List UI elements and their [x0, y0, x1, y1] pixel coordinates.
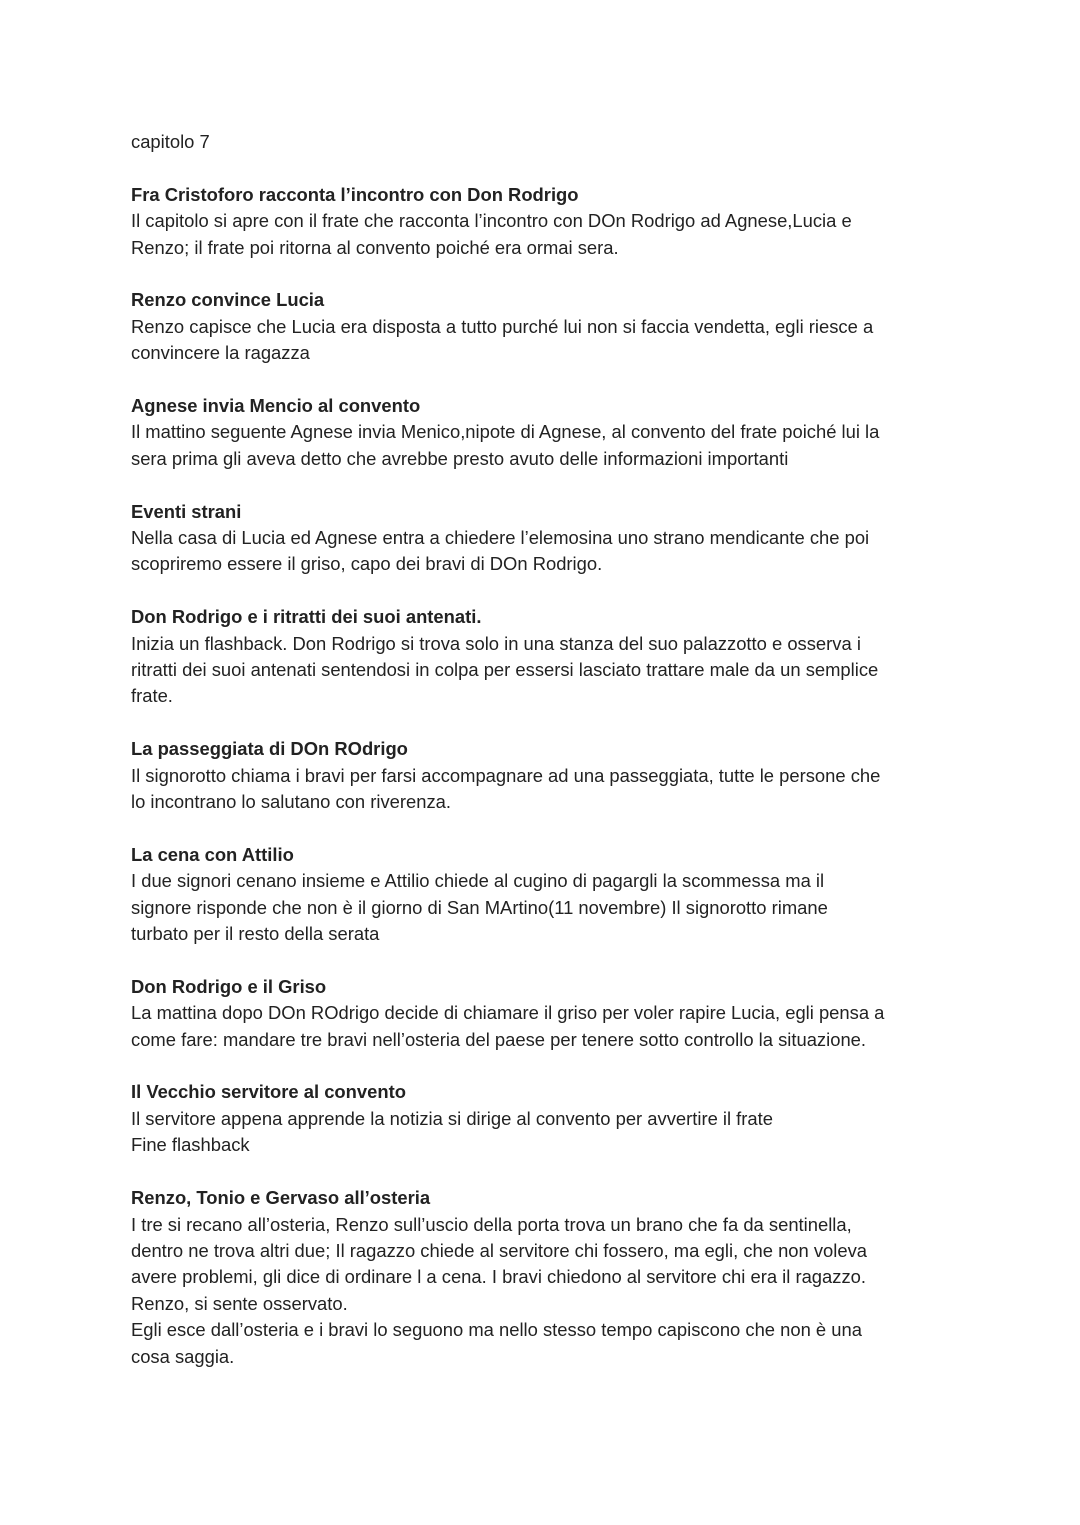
section-text-line: Egli esce dall’osteria e i bravi lo seguono ma nello stesso tempo capiscono che non è una [131, 1319, 862, 1341]
chapter-title: capitolo 7 [131, 131, 210, 152]
section-heading: Eventi strani [131, 500, 242, 522]
section [131, 604, 961, 710]
section [131, 974, 961, 1053]
section-text-line: Nella casa di Lucia ed Agnese entra a chiedere l’elemosina uno strano mendicante che poi [131, 527, 870, 549]
section-text-line: Renzo, si sente osservato. [131, 1292, 348, 1314]
section-text-line: Il capitolo si apre con il frate che racconta l’incontro con DOn Rodrigo ad Agnese,Lucia e [131, 210, 852, 232]
section [131, 842, 961, 948]
section-text-line: convincere la ragazza [131, 342, 310, 364]
section [131, 1185, 961, 1370]
section [131, 736, 961, 815]
sections-container [131, 182, 961, 1370]
section [131, 393, 961, 472]
section-text-line: ritratti dei suoi antenati sentendosi in colpa per essersi lasciato trattare male da un semplice [131, 659, 879, 681]
section [131, 182, 961, 261]
section-text-line: Renzo capisce che Lucia era disposta a tutto purché lui non si faccia vendetta, egli riesce a [131, 315, 874, 337]
section [131, 287, 961, 366]
section-text-line: sera prima gli aveva detto che avrebbe presto avuto delle informazioni importanti [131, 447, 789, 469]
section-heading: Renzo convince Lucia [131, 289, 325, 311]
section-heading: Renzo, Tonio e Gervaso all’osteria [131, 1187, 431, 1209]
section-heading: Don Rodrigo e i ritratti dei suoi antenati. [131, 606, 482, 628]
section-heading: La cena con Attilio [131, 843, 294, 865]
document-page [131, 129, 961, 1396]
section-text-line: Il mattino seguente Agnese invia Menico,nipote di Agnese, al convento del frate poiché lui la [131, 421, 880, 443]
section-text-line: turbato per il resto della serata [131, 923, 380, 945]
section-heading: La passeggiata di DOn ROdrigo [131, 738, 408, 760]
section-heading: Il Vecchio servitore al convento [131, 1081, 406, 1103]
section-text-line: I due signori cenano insieme e Attilio chiede al cugino di pagargli la scommessa ma il [131, 870, 825, 892]
section-text-line: dentro ne trova altri due; Il ragazzo chiede al servitore chi fossero, ma egli, che non voleva [131, 1239, 868, 1261]
section-text-line: Renzo; il frate poi ritorna al convento poiché era ormai sera. [131, 236, 619, 258]
section [131, 499, 961, 578]
section-text-line: La mattina dopo DOn ROdrigo decide di chiamare il griso per voler rapire Lucia, egli pensa a [131, 1002, 885, 1024]
section-text-line: come fare: mandare tre bravi nell’osteria del paese per tenere sotto controllo la situazione. [131, 1028, 867, 1050]
section-heading: Don Rodrigo e il Griso [131, 975, 327, 997]
section-text-line: Fine flashback [131, 1134, 250, 1156]
section-text-line: I tre si recano all’osteria, Renzo sull’uscio della porta trova un brano che fa da sentinella, [131, 1213, 852, 1235]
section-text-line: signore risponde che non è il giorno di San MArtino(11 novembre) Il signorotto rimane [131, 896, 828, 918]
section-text-line: scopriremo essere il griso, capo dei bravi di DOn Rodrigo. [131, 553, 603, 575]
section-text-line: Il signorotto chiama i bravi per farsi accompagnare ad una passeggiata, tutte le persone che [131, 764, 881, 786]
section-text-line: frate. [131, 685, 173, 707]
section-heading: Fra Cristoforo racconta l’incontro con Don Rodrigo [131, 183, 579, 205]
section-text-line: avere problemi, gli dice di ordinare l a cena. I bravi chiedono al servitore chi era il ragazzo. [131, 1266, 866, 1288]
section-text-line: cosa saggia. [131, 1345, 235, 1367]
section-text-line: lo incontrano lo salutano con riverenza. [131, 791, 451, 813]
section [131, 1079, 961, 1158]
section-heading: Agnese invia Mencio al convento [131, 395, 421, 417]
section-text-line: Inizia un flashback. Don Rodrigo si trova solo in una stanza del suo palazzotto e osserva i [131, 632, 861, 654]
section-text-line: Il servitore appena apprende la notizia si dirige al convento per avvertire il frate [131, 1107, 773, 1129]
